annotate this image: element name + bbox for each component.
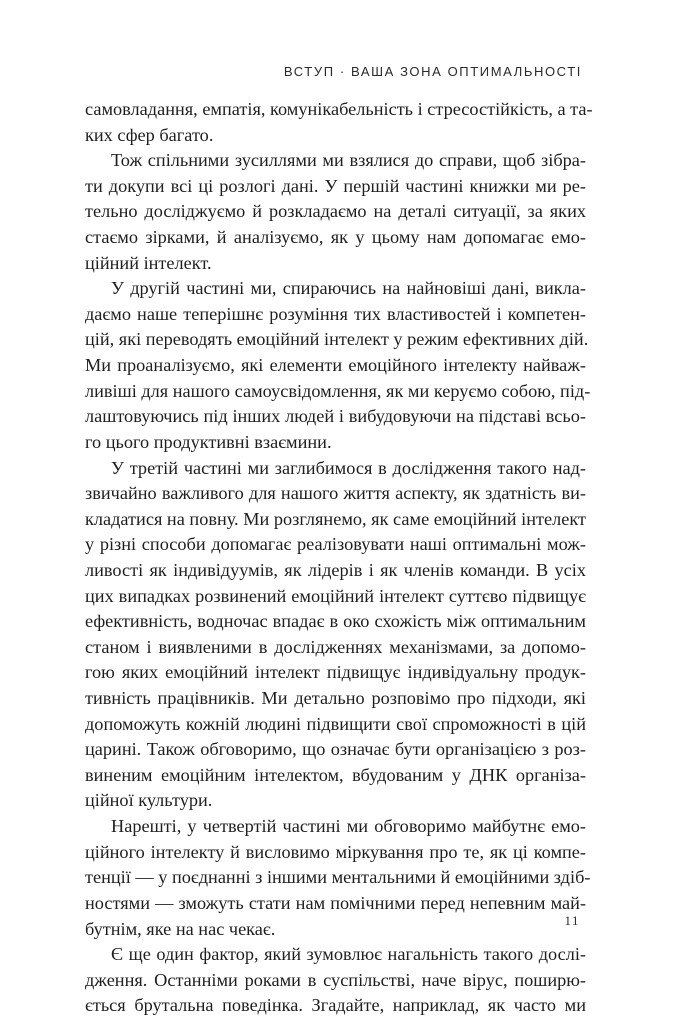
text-line: царині. Також обговоримо, що означає бути організацією з роз- (85, 739, 586, 760)
text-line: самовладання, емпатія, комунікабельність і стресостійкість, а та- (85, 99, 593, 119)
text-line: ти докупи всі ці розлогі дані. У першій частині книжки ми ре- (85, 175, 586, 196)
running-header: ВСТУП · ВАША ЗОНА ОПТИМАЛЬНОСТІ (283, 64, 582, 79)
text-line: тивність працівників. Ми детально розповімо про підходи, які (85, 688, 586, 709)
text-line: У другій частині ми, спираючись на найновіші дані, виклa- (111, 278, 586, 299)
body-text (85, 97, 593, 1019)
text-line: у різні способи допомагає реалізовувати наші оптимальні мож- (85, 534, 586, 555)
text-line: дження. Останніми роками в суспільстві, наче вірус, поширю- (85, 969, 586, 990)
text-line: ефективність, водночас впадає в око схожість між оптимальним (85, 611, 586, 632)
text-line: стаємо зірками, й аналізуємо, як у цьому нам допомагає емо- (85, 227, 586, 248)
text-line: звичайно важливого для нашого життя аспекту, як здатність ви- (85, 483, 586, 504)
text-line: Нарешті, у четвертій частині ми обговоримо майбутнє емо- (111, 816, 586, 837)
text-line: ких сфер багато. (85, 124, 214, 145)
text-line: станом і виявленими в дослідженнях механізмами, за допомо- (85, 636, 586, 657)
text-line: Ми проаналізуємо, які елементи емоційного інтелекту найваж- (85, 355, 586, 376)
text-line: ційного інтелекту й висловимо міркування про те, як ці компе- (85, 841, 586, 862)
text-line: цій, які переводять емоційний інтелект у режим ефективних дій. (85, 329, 589, 350)
text-line: допоможуть кожній людині підвищити свої спроможності в цій (85, 713, 586, 734)
text-line: ливіші для нашого самоусвідомлення, як ми керуємо собою, під- (85, 380, 591, 401)
text-line: тенції — у поєднанні з іншими ментальними й емоційними здіб- (85, 867, 591, 888)
text-line: виненим емоційним інтелектом, вбудованим у ДНК організа- (85, 764, 586, 785)
text-line: Є ще один фактор, який зумовлює нагальність такого дослі- (111, 944, 586, 965)
text-line: цих випадках розвинений емоційний інтелект суттєво підвищує (85, 585, 586, 606)
text-line: ється брутальна поведінка. Згадайте, наприклад, як часто ми (85, 995, 586, 1016)
text-line: У третій частині ми заглибимося в дослідження такого над- (111, 457, 586, 478)
text-line: бутнім, яке на нас чекає. (85, 918, 276, 939)
text-line: гою яких емоційний інтелект підвищує індивідуальну продук- (85, 662, 586, 683)
text-line: даємо наше теперішнє розуміння тих властивостей і компетен- (85, 303, 586, 324)
text-line: ностями — зможуть стати нам помічними перед непевним май- (85, 892, 586, 913)
text-line: ливості як індивідуумів, як лідерів і як членів команди. В усіх (85, 559, 586, 580)
text-line: го цього продуктивні взаємини. (85, 431, 332, 452)
text-line: лаштовуючись під інших людей і вибудовуючи на підставі всьо- (85, 406, 586, 427)
text-line: кладатися на повну. Ми розглянемо, як саме емоційний інтелект (85, 508, 586, 529)
text-line: Тож спільними зусиллями ми взялися до справи, щоб зібра- (111, 150, 586, 171)
text-line: ційний інтелект. (85, 252, 212, 273)
text-line: ційної культури. (85, 790, 213, 811)
page-number: 11 (564, 913, 580, 928)
text-line: тельно досліджуємо й розкладаємо на деталі ситуації, за яких (85, 201, 586, 222)
